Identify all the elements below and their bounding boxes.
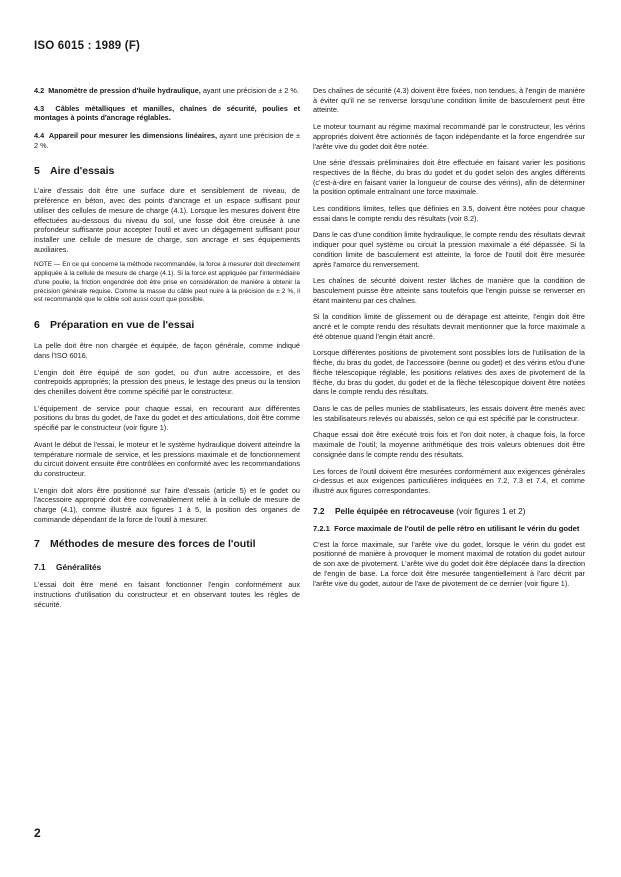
right-paragraph-3: Une série d'essais préliminaires doit être effectuée en faisant varier les positions respectives de la flèche, du bras du godet et du godet selon des angles différents (c'est-à-dire en faisant varier la longueur de course des vérins), afin de déterminer la position optimale entraînant une force maximale.	[313, 158, 585, 197]
subsection-4-4-title: Appareil pour mesurer les dimensions linéaires,	[48, 131, 217, 141]
section-6-paragraph-3: L'équipement de service pour chaque essai, en recourant aux différentes positions du bras du godet, de l'axe du godet et des articulations, doit être comme spécifié par le constructeur (voir figure 1).	[34, 403, 300, 433]
right-paragraph-6: Les chaînes de sécurité doivent rester lâches de manière que la condition de basculement puisse être atteinte sans toutefois que l'engin puisse se renverser en étant maintenu par ces chaînes.	[313, 276, 585, 305]
section-6-title: Préparation en vue de l'essai	[50, 319, 195, 332]
section-6-paragraph-1: La pelle doit être non chargée et équipée, de façon générale, comme indiqué dans l'ISO 6016.	[34, 341, 300, 360]
subsection-4-3-num: 4.3	[34, 103, 45, 113]
right-paragraph-4: Les conditions limites, telles que définies en 3.5, doivent être notées pour chaque essai dans le compte rendu des résultats (voir 8.2).	[313, 204, 585, 223]
page-number: 2	[34, 826, 41, 840]
subsection-4-4-rest: ayant une précision de ± 2 %.	[34, 131, 300, 150]
subsection-4-4	[34, 131, 300, 150]
subsection-4-4-num: 4.4	[34, 131, 45, 141]
section-7-num: 7	[34, 538, 40, 551]
section-7-2-1-title: Force maximale de l'outil de pelle rétro en utilisant le vérin du godet	[334, 523, 580, 533]
section-5-title: Aire d'essais	[50, 164, 115, 177]
right-paragraph-8: Lorsque différentes positions de pivotement sont possibles lors de l'utilisation de la flèche, du bras du godet, de l'accessoire (benne ou godet) et des vérins et/ou d'une flèche télescopique réglable, les positions relatives des axes de pivotement de la flèche, du bras du godet, du godet et de la flèche télescopique doivent être notées dans le compte rendu des résultats.	[313, 348, 585, 397]
section-6-heading	[34, 319, 300, 333]
section-7-heading	[34, 538, 300, 552]
section-5-note: NOTE — En ce qui concerne la méthode recommandée, la force à mesurer doit directement appliquée à la cellule de mesure de charge (4.1). Si la force est appliquée par l'intermédiaire d'une poulie, la friction engendrée doit être prise en considération de manière à obtenir la précision générale requise. Comme la masse du câble peut nuire à la précision de ± 2 %, il est recommandé que le câble soit aussi court que possible.	[34, 261, 300, 304]
section-7-2-1-paragraph: C'est la force maximale, sur l'arête vive du godet, lorsque le vérin du godet est positionné de manière à provoquer le moment maximal de rotation du godet autour de son axe de pivotement. L'arête vive du godet doit être déplacée dans la direction de l'engin de base. La force doit être mesurée tangentiellement à l'arc décrit par l'arête vive du godet, autour de l'axe de pivotement de ce dernier (voir figure 1).	[313, 539, 585, 588]
section-7-1-heading	[34, 562, 300, 573]
subsection-4-2-num: 4.2	[34, 86, 45, 95]
section-7-2-1-num: 7.2.1	[313, 523, 330, 533]
subsection-4-3	[34, 104, 300, 123]
section-7-2-1-heading	[313, 524, 585, 534]
section-7-title: Méthodes de mesure des forces de l'outil	[50, 538, 256, 551]
subsection-4-2	[34, 86, 300, 96]
right-paragraph-10: Chaque essai doit être exécuté trois fois et l'on doit noter, à chaque fois, la force maximale de l'outil; la moyenne arithmétique des trois valeurs obtenues doit être consignée dans le compte rendu des résultats.	[313, 430, 585, 459]
right-paragraph-5: Dans le cas d'une condition limite hydraulique, le compte rendu des résultats devrait indiquer pour quel système ou circuit la pression maximale a été dépassée. Si la condition limite de basculement est atteinte, la force de l'outil doit être mesurée après l'amorce du renversement.	[313, 230, 585, 269]
section-7-2-heading	[313, 506, 585, 517]
right-paragraph-9: Dans le cas de pelles munies de stabilisateurs, les essais doivent être menés avec les stabilisateurs relevés ou abaissés, selon ce qui est spécifié par le constructeur.	[313, 403, 585, 423]
section-7-2-title: Pelle équipée en rétrocaveuse	[335, 505, 454, 516]
section-5-heading	[34, 165, 300, 179]
section-5-paragraph: L'aire d'essais doit être une surface dure et sensiblement de niveau, de préférence en béton, avec des points d'ancrage et un espace suffisant pour utiliser des cellules de mesure de charge (4.1). Lorsque les mesures doivent être effectuées au-dessous du niveau du sol, une fosse doit être creusée à une profondeur suffisante pour accepter l'outil et avec un dégagement suffisant pour installer une cellule de mesure de charge, son ancrage et ses équipements auxiliaires.	[34, 186, 300, 254]
section-7-1-paragraph: L'essai doit être mené en faisant fonctionner l'engin conformément aux instructions d'utilisation du constructeur et en observant toutes les règles de sécurité.	[34, 580, 300, 609]
section-6-paragraph-5: L'engin doit alors être positionné sur l'aire d'essais (article 5) et le godet ou l'accessoire approprié doit être convenablement relié à la cellule de mesure de charge (4.1), comme illustré aux figures 1 à 5, la position des organes de commande dépendant de la force de l'outil à mesurer.	[34, 485, 300, 524]
section-6-num: 6	[34, 319, 40, 332]
right-paragraph-2: Le moteur tournant au régime maximal recommandé par le constructeur, les vérins appropriés doivent être actionnés de façon indépendante et la force engendrée sur l'arête vive du godet doit être notée.	[313, 122, 585, 151]
right-paragraph-1: Des chaînes de sécurité (4.3) doivent être fixées, non tendues, à l'engin de manière à éviter qu'il ne se renverse lorsqu'une condition limite de basculement peut être atteinte.	[313, 86, 585, 115]
section-7-1-title: Généralités	[56, 562, 102, 573]
subsection-4-3-title: Câbles métalliques et manilles, chaînes de sécurité, poulies et montages à points d'ancrage réglables.	[34, 103, 300, 123]
section-7-2-num: 7.2	[313, 505, 325, 516]
left-column	[34, 86, 300, 617]
subsection-4-2-title: Manomètre de pression d'huile hydraulique,	[48, 86, 201, 95]
section-7-1-num: 7.1	[34, 562, 46, 573]
page-header: ISO 6015 : 1989 (F)	[34, 40, 141, 52]
section-6-paragraph-4: Avant le début de l'essai, le moteur et le système hydraulique doivent atteindre la température normale de service, et les pressions maximale et de fonctionnement du circuit doivent ensuite être contrôlées en conformité avec les recommandations du constructeur.	[34, 439, 300, 478]
right-paragraph-7: Si la condition limite de glissement ou de dérapage est atteinte, l'engin doit être ancré et le compte rendu des résultats devrait mentionner que la force maximale a été obtenue quand l'engin était ancré.	[313, 312, 585, 341]
right-column	[313, 86, 585, 595]
section-6-paragraph-2: L'engin doit être équipé de son godet, ou d'un autre accessoire, et des contrepoids appropriés; la pression des pneus, le lestage des pneus ou la tension des chenilles doivent être comme spécifié par le constructeur.	[34, 367, 300, 396]
section-7-2-rest: (voir figures 1 et 2)	[456, 505, 526, 516]
right-paragraph-11: Les forces de l'outil doivent être mesurées conformément aux exigences générales ci-dessus et aux exigences particulières indiquées en 7.2, 7.3 et 7.4, et comme illustré aux figures correspondantes.	[313, 466, 585, 495]
subsection-4-2-rest: ayant une précision de ± 2 %.	[202, 86, 299, 95]
section-5-num: 5	[34, 164, 40, 177]
